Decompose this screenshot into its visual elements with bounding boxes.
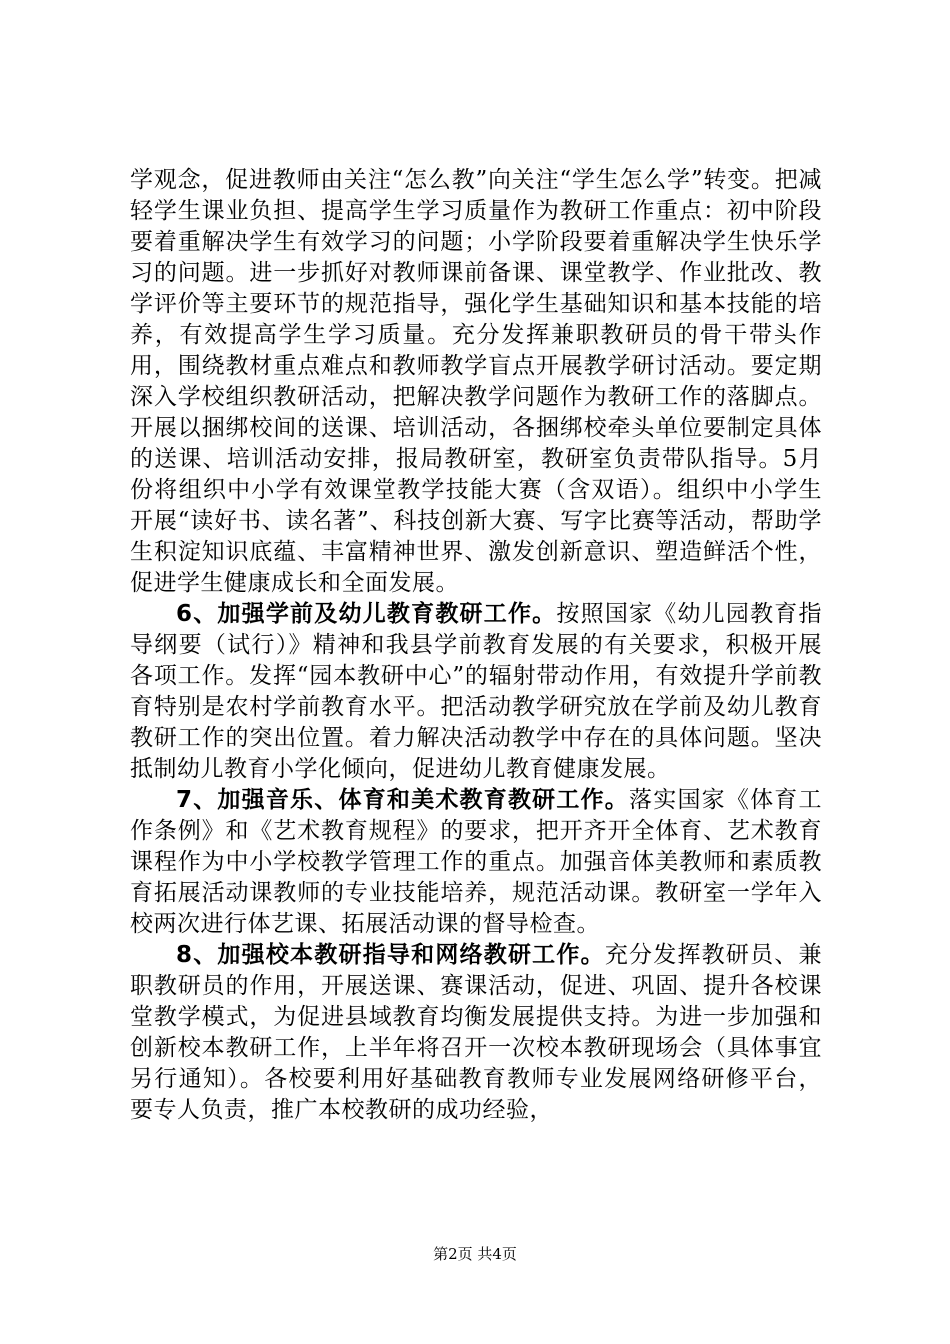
paragraph-text: 充分发挥教研员、兼职教研员的作用，开展送课、赛课活动，促进、巩固、提升各校课堂教学模式，为促进县域教育均衡发展提供支持。为进一步加强和创新校本教研工作，上半年将召开一次校本教研现场会（具体事宜另行通知）。各校要利用好基础教育教师专业发展网络研修平台，要专人负责，推广本校教研的成功经验， [130,942,822,1123]
paragraph-preschool-research [130,599,822,785]
paragraph-text: 落实国家《体育工作条例》和《艺术教育规程》的要求，把开齐开全体育、艺术教育课程作为中小学校教学管理工作的重点。加强音体美教师和素质教育拓展活动课教师的专业技能培养，规范活动课。教研室一学年入校两次进行体艺课、拓展活动课的督导检查。 [130,787,822,937]
paragraph-heading: 8、加强校本教研指导和网络教研工作。 [176,942,605,968]
paragraph-school-network-research [130,940,822,1126]
paragraph-text: 学观念，促进教师由关注“怎么教”向关注“学生怎么学”转变。把减轻学生课业负担、提高学生学习质量作为教研工作重点：初中阶段要着重解决学生有效学习的问题；小学阶段要着重解决学生快乐学习的问题。进一步抓好对教师课前备课、课堂教学、作业批改、教学评价等主要环节的规范指导，强化学生基础知识和基本技能的培养，有效提高学生学习质量。充分发挥兼职教研员的骨干带头作用，围绕教材重点难点和教师教学盲点开展教学研讨活动。要定期深入学校组织教研活动，把解决教学问题作为教研工作的落脚点。开展以捆绑校间的送课、培训活动，各捆绑校牵头单位要制定具体的送课、培训活动安排，报局教研室，教研室负责带队指导。5月份将组织中小学有效课堂教学技能大赛（含双语）。组织中小学生开展“读好书、读名著”、科技创新大赛、写字比赛等活动，帮助学生积淀知识底蕴、丰富精神世界、激发创新意识、塑造鲜活个性，促进学生健康成长和全面发展。 [130,167,822,596]
paragraph-text: 按照国家《幼儿园教育指导纲要（试行）》精神和我县学前教育发展的有关要求，积极开展各项工作。发挥“园本教研中心”的辐射带动作用，有效提升学前教育特别是农村学前教育水平。把活动教学研究放在学前及幼儿教育教研工作的突出位置。着力解决活动教学中存在的具体问题。坚决抵制幼儿教育小学化倾向，促进幼儿教育健康发展。 [130,601,822,782]
paragraph-heading: 7、加强音乐、体育和美术教育教研工作。 [176,787,630,813]
paragraph-arts-sports-research [130,785,822,940]
paragraph-heading: 6、加强学前及幼儿教育教研工作。 [176,601,557,627]
page-number-footer: 第2页 共4页 [433,1245,517,1263]
document-body [130,165,822,1126]
paragraph-continuation [130,165,822,599]
